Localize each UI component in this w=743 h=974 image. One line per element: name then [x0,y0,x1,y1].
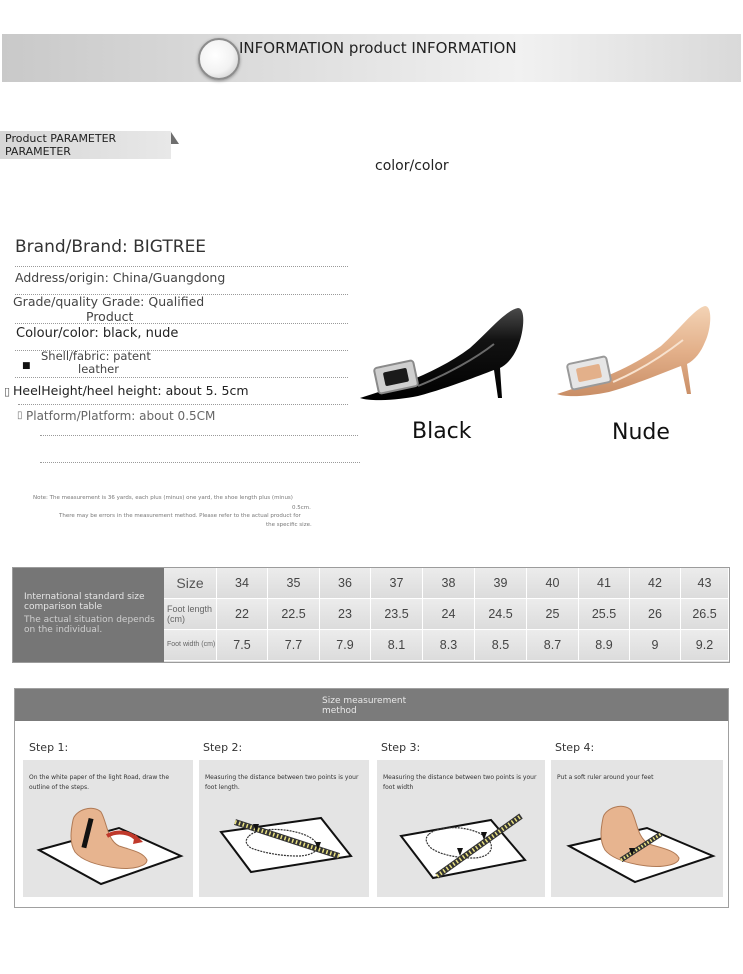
color-label-black: Black [412,419,472,444]
row-label-size: Size [164,568,217,599]
nude-shoe-image [555,302,715,400]
step-3-text: Measuring the distance between two points is your foot width [383,774,537,791]
step-2-title: Step 2: [203,741,243,754]
size-grid [164,568,729,662]
spec-colour: Colour/color: black, nude [16,326,179,341]
measurement-title: Size measurement method [15,689,728,721]
foot-length-cell: 23 [320,599,371,630]
foot-width-cell: 8.3 [423,630,475,661]
foot-width-cell: 9 [630,630,681,661]
box-icon: ▯ [17,410,23,421]
note-line3: There may be errors in the measurement method. Please refer to the actual product for [59,513,301,519]
divider [15,323,348,324]
divider [18,404,348,405]
divider [15,266,348,267]
size-table [12,567,730,663]
step-2-panel [199,760,369,897]
step-4-title: Step 4: [555,741,595,754]
note-line4: the specific size. [266,522,312,528]
spec-heel: HeelHeight/heel height: about 5. 5cm [13,383,249,398]
foot-width-cell: 8.7 [527,630,579,661]
step-4-text: Put a soft ruler around your feet [557,774,654,781]
foot-length-cell: 25 [527,599,579,630]
parameter-tab-line2: PARAMETER [5,145,71,158]
size-cell: 39 [475,568,527,599]
size-table-subtitle: The actual situation depends on the individual. [24,615,155,635]
divider [40,462,360,463]
foot-width-cell: 7.5 [217,630,268,661]
spec-grade-line2: Product [86,309,134,324]
foot-length-cell: 25.5 [579,599,630,630]
step-1-text: On the white paper of the light Road, draw the outline of the steps. [29,774,170,791]
tab-corner-icon [171,132,179,144]
foot-length-cell: 24.5 [475,599,527,630]
parameter-tab [0,131,171,159]
row-label-foot-length: Foot length (cm) [164,599,217,630]
color-label-nude: Nude [612,420,670,445]
header-banner [2,34,741,82]
foot-width-cell: 8.9 [579,630,630,661]
foot-width-cell: 9.2 [681,630,729,661]
note-line2: 0.5cm. [292,505,311,511]
step-2-text: Measuring the distance between two points is your foot length. [205,774,359,791]
note-line1: Note: The measurement is 36 yards, each plus (minus) one yard, the shoe length plus (minus) [33,495,293,501]
foot-outline-illustration-icon [23,790,193,890]
foot-width-cell: 8.5 [475,630,527,661]
size-table-title: International standard size comparison table [24,592,145,612]
size-cell: 42 [630,568,681,599]
foot-width-row [164,630,729,661]
decorative-circle-icon [198,38,240,80]
step-1-title: Step 1: [29,741,69,754]
size-cell: 34 [217,568,268,599]
color-heading: color/color [375,158,449,174]
measurement-section [14,688,729,908]
header-title: INFORMATION product INFORMATION [239,39,517,57]
spec-grade-line1: Grade/quality Grade: Qualified [13,294,205,309]
foot-length-cell: 26.5 [681,599,729,630]
foot-width-cell: 7.7 [268,630,320,661]
size-cell: 35 [268,568,320,599]
size-cell: 41 [579,568,630,599]
step-4-panel [551,760,723,897]
parameter-tab-line1: Product PARAMETER [5,132,117,145]
size-cell: 38 [423,568,475,599]
soft-ruler-illustration-icon [551,790,723,890]
foot-length-cell: 23.5 [371,599,423,630]
size-cell: 43 [681,568,729,599]
black-shoe-image [358,302,528,404]
foot-length-cell: 22 [217,599,268,630]
size-cell: 37 [371,568,423,599]
divider [40,435,358,436]
box-icon: ▯ [4,385,11,398]
size-row [164,568,729,599]
spec-shell-line2: leather [78,362,119,376]
step-3-panel [377,760,545,897]
foot-width-cell: 7.9 [320,630,371,661]
size-cell: 40 [527,568,579,599]
spec-shell-line1: Shell/fabric: patent [41,349,151,363]
step-3-title: Step 3: [381,741,421,754]
foot-length-illustration-icon [199,790,369,890]
divider [15,377,348,378]
foot-width-cell: 8.1 [371,630,423,661]
foot-length-cell: 22.5 [268,599,320,630]
foot-length-cell: 26 [630,599,681,630]
size-table-header [13,568,164,662]
foot-width-illustration-icon [377,790,545,890]
foot-length-row [164,599,729,630]
spec-address: Address/origin: China/Guangdong [15,270,226,285]
size-cell: 36 [320,568,371,599]
spec-brand: Brand/Brand: BIGTREE [15,237,207,257]
foot-length-cell: 24 [423,599,475,630]
spec-platform: Platform/Platform: about 0.5CM [26,409,216,423]
bullet-icon: ■ [22,361,31,371]
step-1-panel [23,760,193,897]
row-label-foot-width: Foot width (cm) [164,630,217,661]
